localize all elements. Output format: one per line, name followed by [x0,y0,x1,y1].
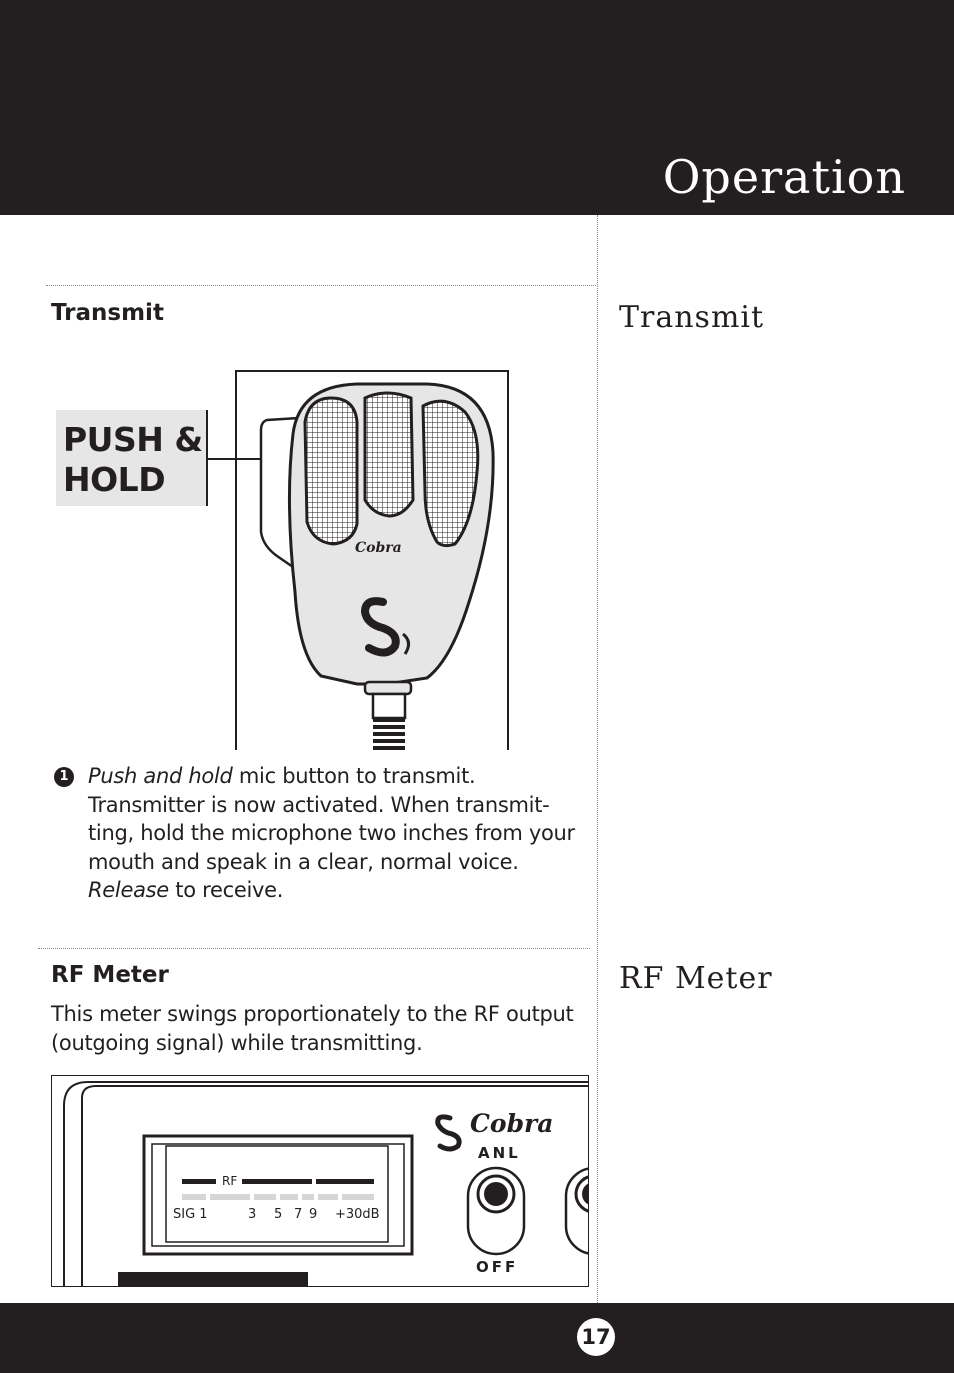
meter-tick: 9 [309,1207,318,1222]
rf-meter-side-heading: RF Meter [619,961,773,996]
off-label: OFF [476,1258,519,1276]
page-number: 17 [577,1318,615,1356]
microphone-icon [237,372,507,752]
radio-panel-illustration [51,1075,589,1287]
radio-brand-logo: Cobra [470,1109,554,1138]
column-divider [597,215,598,1305]
page-title: Operation [662,150,906,204]
meter-sig-label: SIG 1 [173,1207,208,1222]
footer-band [0,1303,954,1373]
step-number-badge: 1 [54,767,74,787]
section-rule-transmit [46,285,596,286]
push-hold-callout [56,410,208,506]
mic-brand-logo: Cobra [355,540,402,556]
meter-tick: 7 [294,1207,303,1222]
meter-rf-label: RF [222,1174,238,1188]
rf-meter-description: This meter swings proportionately to the RF output (outgoing signal) while transmitting. [51,1002,574,1055]
rf-meter-heading: RF Meter [51,962,169,988]
anl-label: ANL [478,1144,521,1162]
transmit-heading: Transmit [51,300,164,326]
callout-line-2: HOLD [63,460,166,499]
meter-tick: +30dB [335,1207,380,1222]
meter-tick: 5 [274,1207,283,1222]
step-emphasis-release: Release [88,878,169,903]
transmit-side-heading: Transmit [619,300,765,335]
step-text-end: to receive. [168,878,284,903]
callout-line-1: PUSH & [63,420,203,459]
section-rule-rf-meter [38,948,590,949]
step-instruction [88,762,594,905]
step-text-main: mic button to transmit. Transmitter is now activated. When transmit-ting, hold the microphone two inches from your mouth and speak in a clear, normal voice. [88,764,575,874]
radio-front-panel [52,1076,589,1287]
microphone-illustration [235,370,509,750]
meter-tick: 3 [248,1207,257,1222]
step-emphasis-push: Push and hold [88,764,233,788]
